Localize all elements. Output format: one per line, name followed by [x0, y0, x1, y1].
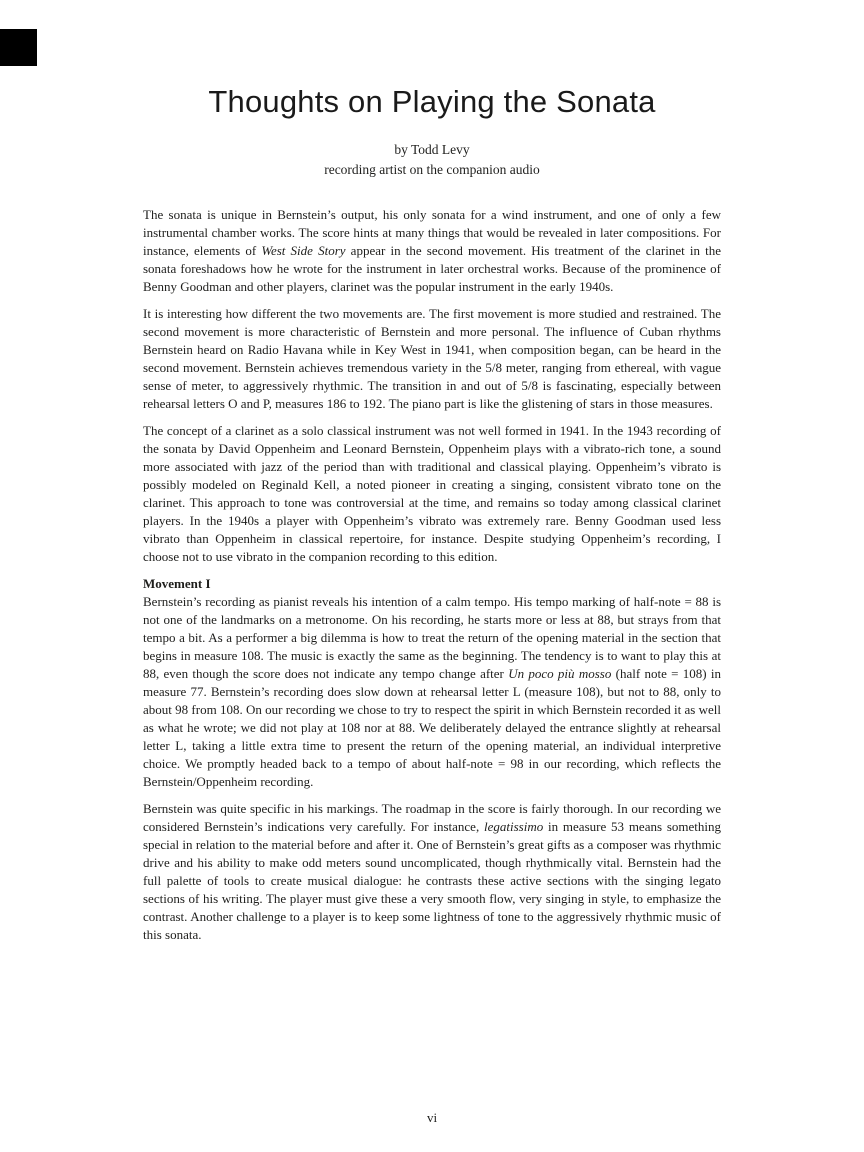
- page-title: Thoughts on Playing the Sonata: [208, 84, 656, 119]
- text-run: The sonata is unique in Bernstein’s output, his only sonata for a wind instrument, and one of only a few instrumental chamber works. The score hints at many things that would be revealed in later compositions. For instance, elements of: [143, 207, 721, 258]
- text-run: Bernstein was quite specific in his markings. The roadmap in the score is fairly thorough. In our recording we considered Bernstein’s indications very carefully. For instance,: [143, 801, 721, 834]
- paragraph: [143, 593, 721, 791]
- body-text: [143, 206, 721, 944]
- text-run: appear in the second movement. His treatment of the clarinet in the sonata foreshadows how he wrote for the instrument in later orchestral works. Because of the prominence of Benny Goodman and other players, clarinet was the popular instrument in the early 1940s.: [143, 243, 721, 294]
- italic-text-run: Un poco più mosso: [508, 666, 612, 681]
- text-run: Movement I: [143, 576, 211, 591]
- section-heading: [143, 575, 721, 593]
- italic-text-run: West Side Story: [261, 243, 346, 258]
- text-run: It is interesting how different the two movements are. The first movement is more studied and restrained. The second movement is more characteristic of Bernstein and more personal. The influence of Cuban rhythms Bernstein heard on Radio Havana while in Key West in 1941, when composition began, can be heard in the second movement. Bernstein achieves tremendous variety in the 5/8 meter, ranging from ethereal, with vague sense of meter, to aggressively rhythmic. The transition in and out of 5/8 is fascinating, especially between rehearsal letters O and P, measures 186 to 192. The piano part is like the glistening of stars in those measures.: [143, 306, 721, 411]
- text-run: Bernstein’s recording as pianist reveals his intention of a calm tempo. His tempo marking of half-note = 88 is not one of the landmarks on a metronome. On his recording, he starts more or less at 88, but strays from that tempo a bit. As a performer a big dilemma is how to treat the return of the opening material in the section that begins in measure 108. The music is exactly the same as the beginning. The tendency is to want to play this at 88, even though the score does not indicate any tempo change after: [143, 594, 721, 681]
- paragraph: [143, 305, 721, 413]
- byline-author: by Todd Levy: [394, 142, 470, 157]
- paragraph: [143, 206, 721, 296]
- italic-text-run: legatissimo: [484, 819, 544, 834]
- byline-role: recording artist on the companion audio: [324, 162, 540, 177]
- paragraph: [143, 422, 721, 566]
- text-run: (half note = 108) in measure 77. Bernstein’s recording does slow down at rehearsal letter L (measure 108), but not to 88, only to about 98 from 108. On our recording we chose to try to respect the spirit in which Bernstein recorded it as well as what he wrote; we did not play at 108 nor at 88. We deliberately delayed the entrance slightly at rehearsal letter L, taking a little extra time to present the return of the opening material, an individual interpretive choice. We promptly headed back to a tempo of about half-note = 98 in our recording, which reflects the Bernstein/Oppenheim recording.: [143, 666, 721, 789]
- page-number: vi: [426, 1110, 438, 1125]
- text-run: The concept of a clarinet as a solo classical instrument was not well formed in 1941. In the 1943 recording of the sonata by David Oppenheim and Leonard Bernstein, Oppenheim plays with a vibrato-rich tone, a sound more associated with jazz of the period than with traditional and classical playing. Oppenheim’s vibrato is possibly modeled on Reginald Kell, a noted pioneer in creating a singing, consistent vibrato tone on the clarinet. This approach to tone was controversial at the time, and remains so today among classical clarinet players. In the 1940s a player with Oppenheim’s vibrato was extremely rare. Benny Goodman used less vibrato than Oppenheim in classical repertoire, for instance. Despite studying Oppenheim’s recording, I choose not to use vibrato in the companion recording to this edition.: [143, 423, 721, 564]
- text-run: in measure 53 means something special in relation to the material before and after it. One of Bernstein’s great gifts as a composer was rhythmic drive and his ability to make odd meters sound uncomplicated, though rhythmically vital. Bernstein had the full palette of tools to create musical dialogue: he contrasts these active sections with the singing legato sections of his writing. The player must give these a very smooth flow, very singing in style, to emphasize the contrast. Another challenge to a player is to keep some lightness of tone to the aggressively rhythmic music of this sonata.: [143, 819, 721, 942]
- byline-block: [0, 140, 864, 180]
- page-edge-tab: [0, 29, 37, 66]
- paragraph: [143, 800, 721, 944]
